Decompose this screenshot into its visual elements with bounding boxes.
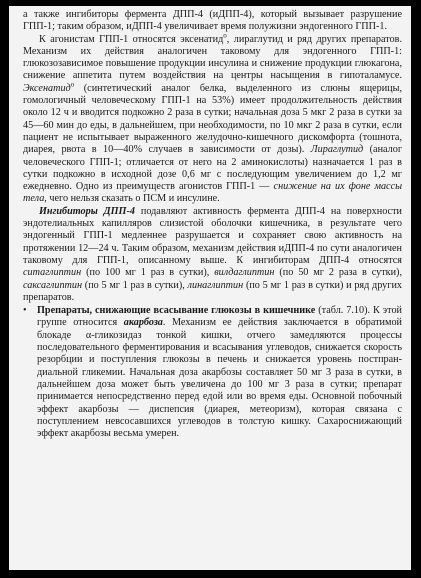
emphasis-weight-loss: снижение на их фоне массы тела (23, 181, 402, 205)
term-dpp4-inhibitors: Ингибиторы ДПП-4 (39, 205, 135, 217)
text-span: (по 100 мг 1 раз в сутки), (81, 267, 215, 279)
text-span: , лираглутид и ряд других препаратов. Механизм их действия аналогичен таковому для эндогенного ГПП-1: глюкозозависимое повышение продукции инсулина и снижение продукции глюкагона, снижение аппетита путем воздействия на центры насыщения в гипоталамусе. (23, 33, 402, 82)
superscript-mark: о (223, 31, 227, 40)
text-span: К агонистам ГПП-1 относятся эксенатид (39, 33, 224, 45)
bullet-item-acarbose (23, 305, 402, 440)
paragraph-dpp4-inhibitors (23, 206, 402, 304)
document-page (9, 6, 411, 570)
text-span: (по 5 мг 1 раз в сутки) и ряд других препаратов. (23, 279, 402, 303)
bullet-marker: • (23, 305, 27, 317)
text-span: (аналог человеческого ГПП-1; отличается от него на 2 аминокислоты) назначается 1 раз в сутки подкожно в исходной дозе 0,6 мг с последующим увеличением до 1,2 мг ежедневно. Одно из преимуществ агонистов ГПП-1 — (23, 144, 402, 193)
drug-name-saxagliptin: саксаглиптин (23, 279, 83, 291)
text-span: (табл. 7.10). К этой группе относится (37, 305, 402, 329)
text-span: (синтетический аналог белка, выделенного из слюны ящерицы, гомологичный человеческому ГПП-1 на 53%) имеет продолжительность действия около 12 ч и вводится подкожно 2 раза в сутки; начальная доза 5 мкг 2 раза в сутки за 45—60 мин до еды, в дальнейшем, при необходимости, по 10 мкг 2 раза в сутки, если пациент не испытывает выраженного желудочно-кишечного дискомфорта (тошнота, диарея, рвота в 10—40% случаев в зависимости от дозы). (23, 82, 402, 156)
text-span: (по 50 мг 2 раза в сутки), (274, 267, 402, 279)
drug-name-acarbose: акарбоза (123, 317, 163, 329)
page-content (9, 6, 411, 440)
paragraph-glucose-absorption (37, 305, 402, 440)
text-span: . Механизм ее действия заключается в обратимой блокаде α-гликозидаз тонкой кишки, отчего замедляются процессы последовательного ферментирования и всасывания углеводов, снижается скорость резорбции и поступления глюкозы в печень и снижается уровень постпрандиальной гликемии. Начальная доза акарбозы составляет 50 мг 3 раза в сутки, в дальнейшем доза может быть увеличена до 100 мг 3 раза в сутки; препарат принимается непосредственно перед едой или во время еды. Основной побочный эффект акарбозы — диспепсия (диарея, метеоризм), которая связана с поступлением невсосавшихся углеводов в толстую кишку. Сахароснижающий эффект акарбозы весьма умерен. (37, 317, 402, 440)
drug-name-liraglutide: Лираглутид (310, 144, 364, 156)
text-span: , чего нельзя сказать о ПСМ и инсулине. (44, 193, 220, 205)
superscript-mark: о (70, 80, 75, 89)
term-absorption-reducers: Препараты, снижающие всасывание глюкозы в кишечнике (37, 305, 316, 317)
text-span: подавляют активность фермента ДПП-4 на поверхности эндотелиальных капилляров слизистой оболочки кишечника, в результате чего эндогенный ГПП-1 медленнее разрушается и сохраняет свою активность на протяжении 12—24 ч. Таким образом, механизм действия иДПП-4 по сути аналогичен таковому для ГПП-1, описанному выше. К ингибиторам ДПП-4 относятся (23, 205, 402, 266)
drug-name-exenatide: Эксенатид (23, 82, 71, 94)
drug-name-vildagliptin: вилдаглиптин (214, 267, 275, 279)
drug-name-linagliptin: линаглиптин (187, 279, 244, 291)
paragraph-continuation: а также ингибиторы фермента ДПП-4 (иДПП-4), который вызывает разрушение ГПП-1; таким образом, иДПП-4 увеличивает время полужизни эндогенного ГПП-1. (23, 9, 402, 33)
drug-name-sitagliptin: ситаглиптин (23, 267, 82, 279)
text-span: (по 5 мг 1 раз в сутки), (82, 279, 188, 291)
paragraph-glp1-agonists (23, 31, 402, 206)
